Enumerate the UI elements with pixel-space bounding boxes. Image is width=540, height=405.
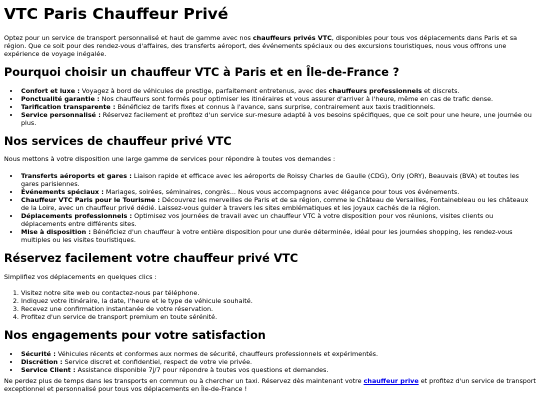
commitments-heading: Nos engagements pour votre satisfaction: [4, 329, 266, 343]
booking-steps: [4, 289, 536, 321]
commitment-item-term: Sécurité :: [21, 349, 56, 358]
commitment-item-text: Assistance disponible 7j/7 pour répondre à toutes vos questions et demandes.: [75, 365, 329, 374]
commitment-item-term: Discrétion :: [21, 357, 63, 366]
commitment-item-support: [21, 366, 536, 374]
why-item-bold: chauffeurs professionnels: [328, 86, 422, 95]
why-item-text: Nos chauffeurs sont formés pour optimiser les itinéraires et vous assurer d'arriver à l'heure, même en cas de trafic dense.: [99, 94, 494, 103]
why-item-term: Tarification transparente :: [21, 102, 116, 111]
service-item-term: Événements spéciaux :: [21, 187, 104, 196]
intro-text-end: , disponibles pour tous vos déplacements dans Paris et sa région. Que ce soit pour des rendez-vous d'affaires, des transferts aéroport, des événements spéciaux ou des excursions touristiques, nous vous offrons une expérience de voyage inégalée.: [4, 33, 518, 58]
closing-paragraph: [4, 377, 536, 393]
service-item-availability: [21, 228, 536, 244]
why-item-term: Ponctualité garantie :: [21, 94, 100, 103]
services-intro: Nous mettons à votre disposition une large gamme de services pour répondre à toutes vos demandes :: [4, 155, 336, 164]
commitment-item-discretion: [21, 358, 536, 366]
intro-bold: chauffeurs privés VTC: [252, 33, 332, 42]
booking-intro: Simplifiez vos déplacements en quelques clics :: [4, 272, 157, 281]
service-item-transfers: [21, 172, 536, 188]
commitment-item-text: Service discret et confidentiel, respect de votre vie privée.: [62, 357, 253, 366]
services-list: [4, 172, 536, 245]
intro-paragraph: [4, 34, 536, 58]
why-heading: Pourquoi choisir un chauffeur VTC à Paris et en Île-de-France ?: [4, 66, 400, 80]
intro-text-start: Optez pour un service de transport personnalisé et haut de gamme avec nos: [4, 33, 253, 42]
service-item-tourism: [21, 196, 536, 212]
service-item-text: Découvrez les merveilles de Paris et de sa région, comme le Château de Versailles, Fontainebleau ou les châteaux de la Loire, avec un chauffeur privé dédié. Laissez-vous guider à travers les sites emblématiques et les joyaux cachés de la région.: [21, 195, 529, 212]
closing-text-start: Ne perdez plus de temps dans les transports en commun ou à chercher un taxi. Réservez dès maintenant votre: [4, 377, 364, 385]
booking-step: 2. Indiquez votre itinéraire, la date, l'heure et le type de véhicule souhaité.: [21, 297, 536, 305]
service-item-term: Déplacements professionnels :: [21, 212, 133, 220]
why-item-pricing: [21, 103, 536, 111]
why-item-term: Confort et luxe :: [21, 86, 80, 95]
service-item-term: Mise à disposition :: [21, 228, 91, 237]
commitment-item-security: [21, 350, 536, 358]
why-item-text-end: et discrets.: [421, 86, 460, 95]
service-item-text: Mariages, soirées, séminaires, congrès... Nous vous accompagnons avec élégance pour tous vos événements.: [103, 187, 460, 196]
booking-step: 4. Profitez d'un service de transport premium en toute sérénité.: [21, 313, 536, 321]
service-item-term: Transferts aéroports et gares :: [21, 171, 132, 180]
why-item-punctuality: [21, 95, 536, 103]
service-item-text: Optimisez vos journées de travail avec un chauffeur VTC à votre disposition pour vos réunions, visites clients ou déplacements entre différents sites.: [21, 212, 494, 229]
why-item-personalized: [21, 111, 536, 127]
why-list: [4, 87, 536, 127]
chauffeur-prive-link[interactable]: chauffeur prive: [363, 377, 419, 385]
why-item-text: Bénéficiez de tarifs fixes et connus à l'avance, sans surprise, contrairement aux taxis traditionnels.: [115, 102, 436, 111]
booking-step: 1. Visitez notre site web ou contactez-nous par téléphone.: [21, 289, 536, 297]
why-item-text: Voyagez à bord de véhicules de prestige, parfaitement entretenus, avec des: [79, 86, 329, 95]
closing-text-end: et profitez d'un service de transport exceptionnel et personnalisé pour tous vos déplacements en Île-de-France !: [4, 377, 536, 394]
commitment-item-text: Véhicules récents et conformes aux normes de sécurité, chauffeurs professionnels et expérimentés.: [55, 349, 379, 358]
service-item-text: Bénéficiez d'un chauffeur à votre entière disposition pour une durée déterminée, idéal pour les journées shopping, les rendez-vous multiples ou les visites touristiques.: [21, 228, 513, 245]
service-item-business: [21, 212, 536, 228]
commitments-list: [4, 350, 536, 374]
why-item-text: Réservez facilement et profitez d'un service sur-mesure adapté à vos besoins spécifiques, que ce soit pour une heure, une journée ou plus.: [21, 110, 532, 127]
page-title: VTC Paris Chauffeur Privé: [4, 5, 229, 23]
service-item-text: Liaison rapide et efficace avec les aéroports de Roissy Charles de Gaulle (CDG), Orly (ORY), Beauvais (BVA) et toutes les gares parisiennes.: [21, 171, 519, 188]
booking-step: 3. Recevez une confirmation instantanée de votre réservation.: [21, 305, 536, 313]
services-heading: Nos services de chauffeur privé VTC: [4, 135, 232, 148]
service-item-term: Chauffeur VTC Paris pour le Tourisme :: [21, 195, 160, 204]
why-item-term: Service personnalisé :: [21, 110, 101, 119]
commitment-item-term: Service Client :: [21, 365, 76, 374]
why-item-comfort: [21, 87, 536, 95]
service-item-events: [21, 188, 536, 196]
booking-heading: Réservez facilement votre chauffeur privé VTC: [4, 252, 299, 266]
